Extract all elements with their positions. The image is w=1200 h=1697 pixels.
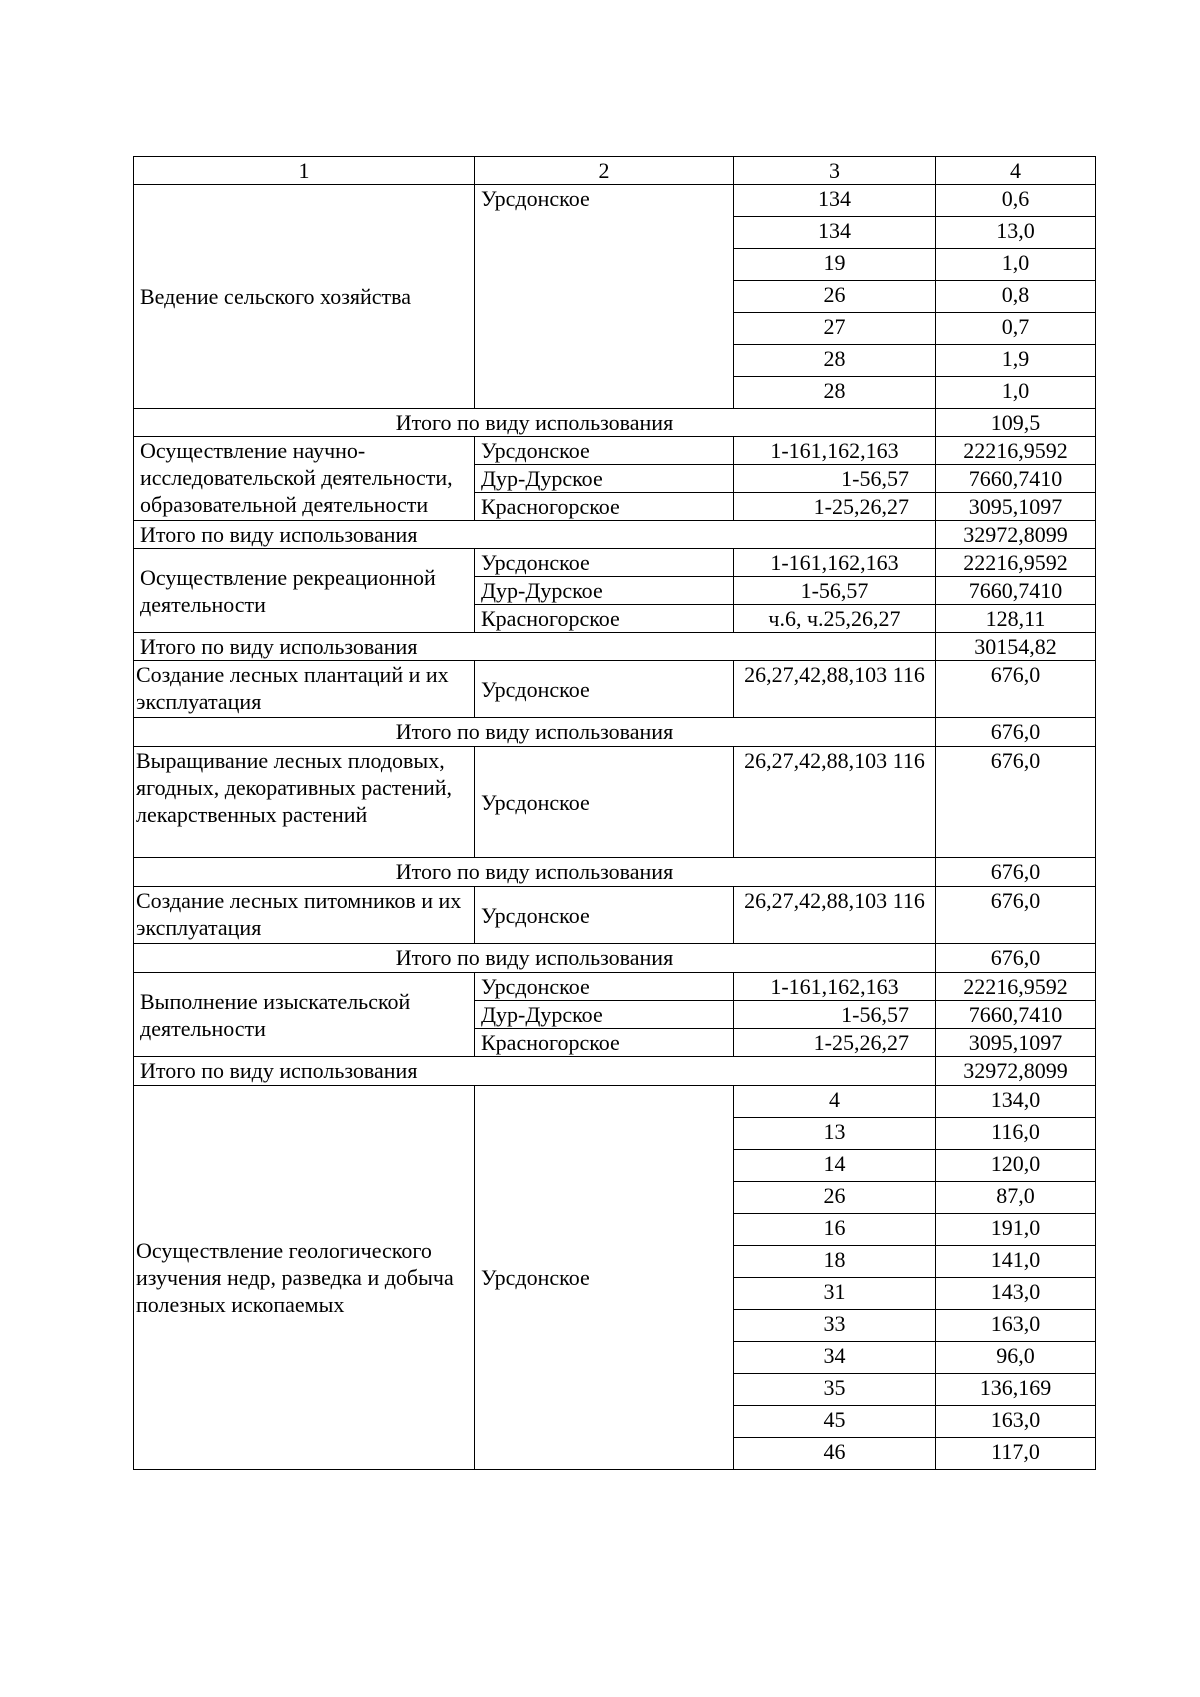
table-row — [134, 185, 1096, 217]
area-cell: 163,0 — [936, 1310, 1096, 1342]
total-value: 676,0 — [936, 858, 1096, 887]
quarter-cell: 4 — [734, 1086, 936, 1118]
quarter-cell: 28 — [734, 345, 936, 377]
quarter-cell: 26 — [734, 281, 936, 313]
quarter-cell: 26,27,42,88,103 116 — [734, 747, 936, 858]
table-row — [134, 747, 1096, 858]
header-row — [134, 157, 1096, 185]
area-cell: 13,0 — [936, 217, 1096, 249]
total-label: Итого по виду использования — [134, 718, 936, 747]
forestry-cell: Урсдонское — [475, 549, 734, 577]
col-header-3: 3 — [734, 157, 936, 185]
activity-cell: Создание лесных плантаций и их эксплуатация — [134, 661, 475, 718]
total-label: Итого по виду использования — [134, 1057, 936, 1086]
quarter-cell: 14 — [734, 1150, 936, 1182]
forestry-cell: Урсдонское — [475, 661, 734, 718]
total-row — [134, 409, 1096, 437]
quarter-cell: 134 — [734, 185, 936, 217]
activity-cell: Осуществление геологического изучения недр, разведка и добыча полезных ископаемых — [134, 1086, 475, 1470]
total-label: Итого по виду использования — [134, 633, 936, 661]
col-header-4: 4 — [936, 157, 1096, 185]
quarter-cell: 34 — [734, 1342, 936, 1374]
forestry-cell: Дур-Дурское — [475, 465, 734, 493]
area-cell: 163,0 — [936, 1406, 1096, 1438]
area-cell: 116,0 — [936, 1118, 1096, 1150]
quarter-cell: 46 — [734, 1438, 936, 1470]
quarter-cell: 1-56,57 — [734, 465, 936, 493]
forestry-cell: Дур-Дурское — [475, 577, 734, 605]
total-row — [134, 858, 1096, 887]
forestry-cell: Красногорское — [475, 1029, 734, 1057]
activity-cell: Осуществление рекреационной деятельности — [134, 549, 475, 633]
forestry-cell: Красногорское — [475, 605, 734, 633]
activity-cell: Выполнение изыскательской деятельности — [134, 973, 475, 1057]
total-value: 676,0 — [936, 718, 1096, 747]
total-value: 109,5 — [936, 409, 1096, 437]
quarter-cell: 18 — [734, 1246, 936, 1278]
area-cell: 0,6 — [936, 185, 1096, 217]
quarter-cell: 16 — [734, 1214, 936, 1246]
total-label: Итого по виду использования — [134, 521, 936, 549]
area-cell: 87,0 — [936, 1182, 1096, 1214]
quarter-cell: 134 — [734, 217, 936, 249]
area-cell: 1,0 — [936, 249, 1096, 281]
activity-cell: Осуществление научно-исследовательской деятельности, образовательной деятельности — [134, 437, 475, 521]
area-cell: 191,0 — [936, 1214, 1096, 1246]
area-cell: 7660,7410 — [936, 1001, 1096, 1029]
forestry-cell: Урсдонское — [475, 887, 734, 944]
forestry-cell: Урсдонское — [475, 1086, 734, 1470]
quarter-cell: ч.6, ч.25,26,27 — [734, 605, 936, 633]
total-label: Итого по виду использования — [134, 858, 936, 887]
area-cell: 7660,7410 — [936, 577, 1096, 605]
quarter-cell: 26,27,42,88,103 116 — [734, 887, 936, 944]
quarter-cell: 1-161,162,163 — [734, 973, 936, 1001]
quarter-cell: 1-25,26,27 — [734, 1029, 936, 1057]
area-cell: 676,0 — [936, 747, 1096, 858]
area-cell: 22216,9592 — [936, 549, 1096, 577]
quarter-cell: 1-161,162,163 — [734, 437, 936, 465]
quarter-cell: 26 — [734, 1182, 936, 1214]
forestry-cell: Урсдонское — [475, 747, 734, 858]
quarter-cell: 1-56,57 — [734, 577, 936, 605]
total-value: 32972,8099 — [936, 521, 1096, 549]
area-cell: 128,11 — [936, 605, 1096, 633]
table-row — [134, 549, 1096, 577]
quarter-cell: 27 — [734, 313, 936, 345]
area-cell: 0,8 — [936, 281, 1096, 313]
table-row — [134, 1086, 1096, 1118]
forestry-cell: Дур-Дурское — [475, 1001, 734, 1029]
total-row — [134, 1057, 1096, 1086]
area-cell: 7660,7410 — [936, 465, 1096, 493]
total-row — [134, 633, 1096, 661]
quarter-cell: 35 — [734, 1374, 936, 1406]
area-cell: 0,7 — [936, 313, 1096, 345]
quarter-cell: 26,27,42,88,103 116 — [734, 661, 936, 718]
table-row — [134, 887, 1096, 944]
activity-cell: Создание лесных питомников и их эксплуатация — [134, 887, 475, 944]
col-header-1: 1 — [134, 157, 475, 185]
total-row — [134, 521, 1096, 549]
area-cell: 96,0 — [936, 1342, 1096, 1374]
area-cell: 141,0 — [936, 1246, 1096, 1278]
forestry-cell: Урсдонское — [475, 185, 734, 409]
area-cell: 676,0 — [936, 887, 1096, 944]
quarter-cell: 45 — [734, 1406, 936, 1438]
area-cell: 143,0 — [936, 1278, 1096, 1310]
quarter-cell: 1-161,162,163 — [734, 549, 936, 577]
area-cell: 3095,1097 — [936, 1029, 1096, 1057]
quarter-cell: 1-25,26,27 — [734, 493, 936, 521]
quarter-cell: 13 — [734, 1118, 936, 1150]
total-row — [134, 718, 1096, 747]
area-cell: 1,9 — [936, 345, 1096, 377]
total-row — [134, 944, 1096, 973]
forestry-cell: Урсдонское — [475, 973, 734, 1001]
area-cell: 120,0 — [936, 1150, 1096, 1182]
activity-cell: Ведение сельского хозяйства — [134, 185, 475, 409]
col-header-2: 2 — [475, 157, 734, 185]
area-cell: 676,0 — [936, 661, 1096, 718]
quarter-cell: 31 — [734, 1278, 936, 1310]
quarter-cell: 1-56,57 — [734, 1001, 936, 1029]
total-value: 32972,8099 — [936, 1057, 1096, 1086]
area-cell: 22216,9592 — [936, 973, 1096, 1001]
activity-cell: Выращивание лесных плодовых, ягодных, декоративных растений, лекарственных растений — [134, 747, 475, 858]
area-cell: 1,0 — [936, 377, 1096, 409]
area-cell: 136,169 — [936, 1374, 1096, 1406]
total-value: 676,0 — [936, 944, 1096, 973]
total-value: 30154,82 — [936, 633, 1096, 661]
total-label: Итого по виду использования — [134, 944, 936, 973]
area-cell: 117,0 — [936, 1438, 1096, 1470]
table-row — [134, 437, 1096, 465]
quarter-cell: 33 — [734, 1310, 936, 1342]
forestry-cell: Красногорское — [475, 493, 734, 521]
total-label: Итого по виду использования — [134, 409, 936, 437]
quarter-cell: 28 — [734, 377, 936, 409]
area-cell: 22216,9592 — [936, 437, 1096, 465]
land-use-table — [133, 156, 1096, 1470]
forestry-cell: Урсдонское — [475, 437, 734, 465]
area-cell: 3095,1097 — [936, 493, 1096, 521]
quarter-cell: 19 — [734, 249, 936, 281]
table-row — [134, 661, 1096, 718]
area-cell: 134,0 — [936, 1086, 1096, 1118]
table-row — [134, 973, 1096, 1001]
